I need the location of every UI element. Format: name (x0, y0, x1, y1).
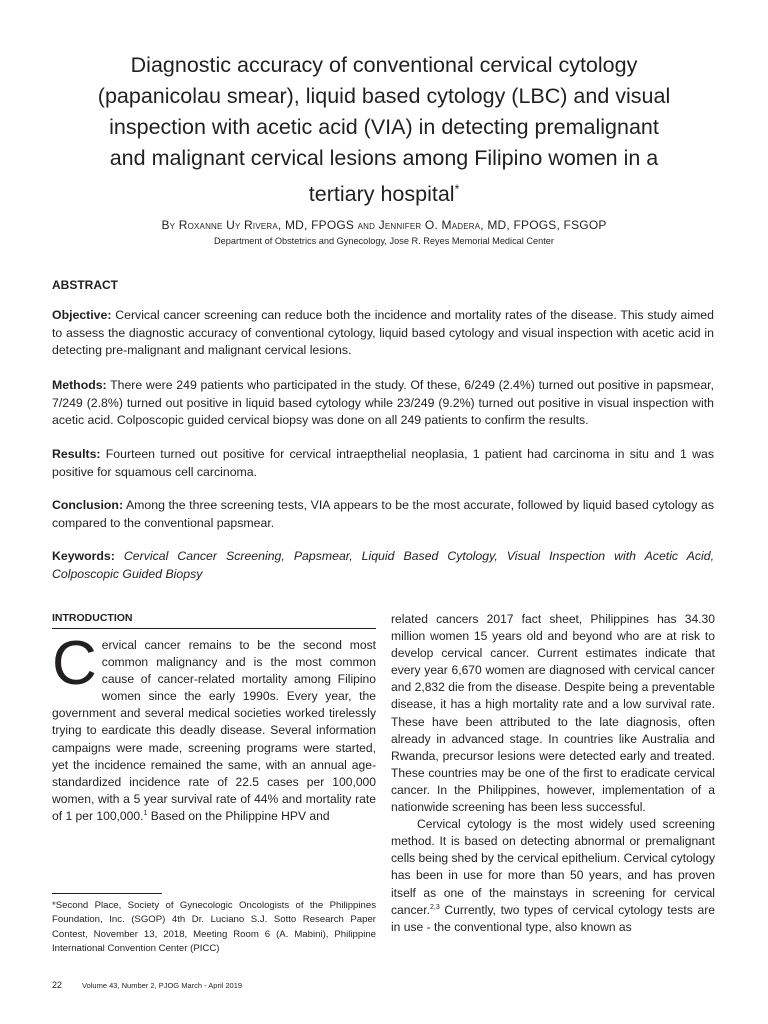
journal-info: Volume 43, Number 2, PJOG March - April 2019 (82, 981, 243, 990)
footnote-rule (52, 893, 162, 894)
results-text: Fourteen turned out positive for cervical intraepthelial neoplasia, 1 patient had carcinoma in situ and 1 was positive for squamous cell carcinoma. (52, 447, 714, 479)
intro-para1-continued (391, 611, 715, 816)
intro-para1-text: ervical cancer remains to be the second most common malignancy and is the most common cause of cancer-related mortality among Filipino women since the early 1990s. Every year, the government and several medical societies worked tirelessly trying to eardicate this deadly disease. Several information campaigns were made, screening programs were started, yet the incidence remained the same, with an annual age-standardized incidence rate of 22.5 cases per 100,000 women, with a 5 year survival rate of 44% and mortality rate of 1 per 100,000. (52, 638, 376, 823)
introduction-heading: INTRODUCTION (52, 612, 133, 624)
drop-cap: C (52, 629, 97, 698)
citation-ref: 2,3 (430, 903, 440, 911)
intro-para2-text: Cervical cytology is the most widely used screening method. It is based on detecting abnormal or premalignant cells being shed by the cervical epithelium. Cervical cytology has been in use for more than 50 years, and has proven itself as one of the mainstays in screening for cervical cancer. (391, 817, 715, 917)
article-title-text: Diagnostic accuracy of conventional cervical cytology (papanicolau smear), liquid based cytology (LBC) and visual inspection with acetic acid (VIA) in detecting premalignant and malignant cervical lesions among Filipino women in a tertiary hospital (97, 53, 671, 207)
intro-para2-tail: Currently, two types of cervical cytology tests are in use - the conventional type, also known as (391, 902, 715, 934)
keywords-label: Keywords: (52, 549, 115, 563)
article-title (90, 50, 678, 210)
abstract-methods (52, 377, 714, 430)
abstract-conclusion (52, 497, 714, 532)
introduction-rule (52, 628, 376, 629)
footnote: *Second Place, Society of Gynecologic Oncologists of the Philippines Foundation, Inc. (SGOP) 4th Dr. Luciano S.J. Sotto Research Paper Contest, November 13, 2018, Meeting Room 6 (A. Mabini), Philippine International Convention Center (PICC) (52, 900, 376, 955)
author-byline (60, 218, 708, 232)
abstract-objective (52, 307, 714, 360)
abstract-heading: ABSTRACT (52, 278, 118, 292)
page-number: 22 (52, 980, 63, 990)
title-footnote-mark: * (454, 182, 460, 196)
intro-para2 (391, 816, 715, 936)
citation-ref: 1 (143, 809, 148, 817)
conclusion-label: Conclusion: (52, 498, 124, 512)
keywords-text: Cervical Cancer Screening, Papsmear, Liquid Based Cytology, Visual Inspection with Acetic Acid, Colposcopic Guided Biopsy (52, 549, 714, 581)
results-label: Results: (52, 447, 101, 461)
objective-text: Cervical cancer screening can reduce both the incidence and mortality rates of the disease. This study aimed to assess the diagnostic accuracy of conventional cytology, liquid based cytology and visual inspection with acetic acid in detecting pre-malignant and malignant cervical lesions. (52, 308, 714, 357)
abstract-keywords (52, 548, 714, 583)
methods-label: Methods: (52, 378, 107, 392)
methods-text: There were 249 patients who participated in the study. Of these, 6/249 (2.4%) turned out positive in papsmear, 7/249 (2.8%) turned out positive in liquid based cytology while 23/249 (9.2%) turned out positive in visual inspection with acetic acid. Colposcopic guided cervical biopsy was done on all 249 patients to confirm the results. (52, 378, 714, 427)
intro-para1-tail-b: related cancers 2017 fact sheet, Philippines has 34.30 million women 15 years old and beyond who are at risk to develop cervical cancer. Current estimates indicate that every year 6,670 women are diagnosed with cervical cancer and 2,832 die from the disease. Despite being a preventable disease, it has a high mortality rate and a low survival rate. These have been attributed to the late diagnosis, often already in advanced stage. In countries like Australia and Rwanda, precursor lesions were detected early and treated. These countries may be one of the first to eradicate cervical cancer. In the Philippines, however, implementation of a nationwide screening has been less successful. (391, 612, 715, 815)
intro-para1-tail-a: Based on the Philippine HPV and (147, 808, 330, 823)
conclusion-text: Among the three screening tests, VIA appears to be the most accurate, followed by liquid based cytology as compared to the conventional papsmear. (52, 498, 714, 530)
intro-column-left (52, 629, 376, 825)
author-affiliation: Department of Obstetrics and Gynecology, Jose R. Reyes Memorial Medical Center (214, 236, 554, 246)
abstract-results (52, 446, 714, 481)
author-byline-text: By Roxanne Uy Rivera, MD, FPOGS and Jennifer O. Madera, MD, FPOGS, FSGOP (161, 218, 607, 232)
objective-label: Objective: (52, 308, 112, 322)
intro-column-right (391, 611, 715, 936)
